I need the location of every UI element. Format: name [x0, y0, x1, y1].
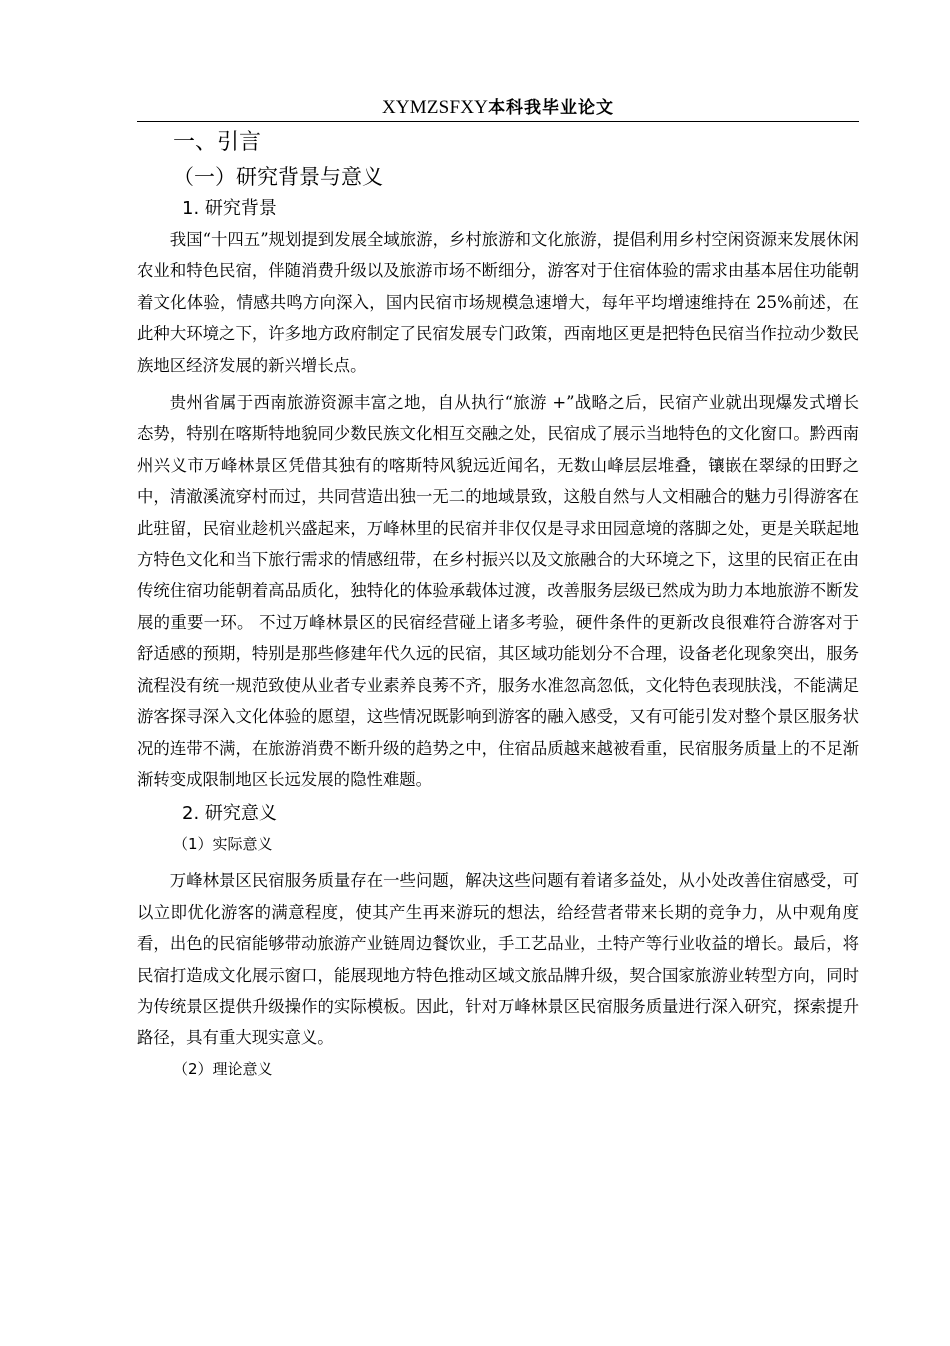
chapter-heading: 一、引言 — [173, 130, 262, 155]
header-latin: XYMZSFXY — [381, 97, 489, 118]
subsection-heading-background: 1. 研究背景 — [182, 198, 277, 219]
paragraph-practical-significance: 万峰林景区民宿服务质量存在一些问题，解决这些问题有着诸多益处，从小处改善住宿感受，可以立即优化游客的满意程度，使其产生再来游玩的想法，给经营者带来长期的竞争力，从中观角度看，出色的民宿能够带动旅游产业链周边餐饮业，手工艺品业，土特产等行业收益的增长。最后，将民宿打造成文化展示窗口，能展现地方特色推动区域文旅品牌升级，契合国家旅游业转型方向，同时为传统景区提供升级操作的实际模板。因此，针对万峰林景区民宿服务质量进行深入研究，探索提升路径，具有重大现实意义。 — [137, 871, 859, 1048]
header-chinese: 本科我毕业论文 — [488, 98, 615, 118]
subsection-heading-significance: 2. 研究意义 — [182, 803, 277, 825]
page-header — [137, 93, 859, 122]
paragraph-background-1: 我国“十四五”规划提到发展全域旅游，乡村旅游和文化旅游，提倡利用乡村空闲资源来发展休闲农业和特色民宿，伴随消费升级以及旅游市场不断细分，游客对于住宿体验的需求由基本居住功能朝着文化体验，情感共鸣方向深入，国内民宿市场规模急速增大，每年平均增速维持在 25%前述，在此种大环境之下，许多地方政府制定了民宿发展专门政策，西南地区更是把特色民宿当作拉动少数民族地区经济发展的新兴增长点。 — [137, 230, 859, 375]
section-heading: （一）研究背景与意义 — [173, 165, 383, 189]
header-title — [137, 93, 859, 119]
document-body — [137, 126, 859, 1084]
paragraph-background-2: 贵州省属于西南旅游资源丰富之地，自从执行“旅游 +”战略之后，民宿产业就出现爆发式增长态势，特别在喀斯特地貌同少数民族文化相互交融之处，民宿成了展示当地特色的文化窗口。黔西南州兴义市万峰林景区凭借其独有的喀斯特风貌远近闻名，无数山峰层层堆叠，镶嵌在翠绿的田野之中，清澈溪流穿村而过，共同营造出独一无二的地域景致，这般自然与人文相融合的魅力引得游客在此驻留，民宿业趁机兴盛起来，万峰林里的民宿并非仅仅是寻求田园意境的落脚之处，更是关联起地方特色文化和当下旅行需求的情感纽带，在乡村振兴以及文旅融合的大环境之下，这里的民宿正在由传统住宿功能朝着高品质化，独特化的体验承载体过渡，改善服务层级已然成为助力本地旅游不断发展的重要一环。 不过万峰林景区的民宿经营碰上诸多考验，硬件条件的更新改良很难符合游客对于舒适感的预期，特别是那些修建年代久远的民宿，其区域功能划分不合理，设备老化现象突出，服务流程没有统一规范致使从业者专业素养良莠不齐，服务水准忽高忽低，文化特色表现肤浅，不能满足游客探寻深入文化体验的愿望，这些情况既影响到游客的融入感受，又有可能引发对整个景区服务状况的连带不满，在旅游消费不断升级的趋势之中，住宿品质越来越被看重，民宿服务质量上的不足渐渐转变成限制地区长远发展的隐性难题。 — [137, 393, 859, 789]
subheading-practical-significance: （1）实际意义 — [173, 835, 273, 854]
subheading-theoretical-significance: （2）理论意义 — [173, 1059, 273, 1078]
